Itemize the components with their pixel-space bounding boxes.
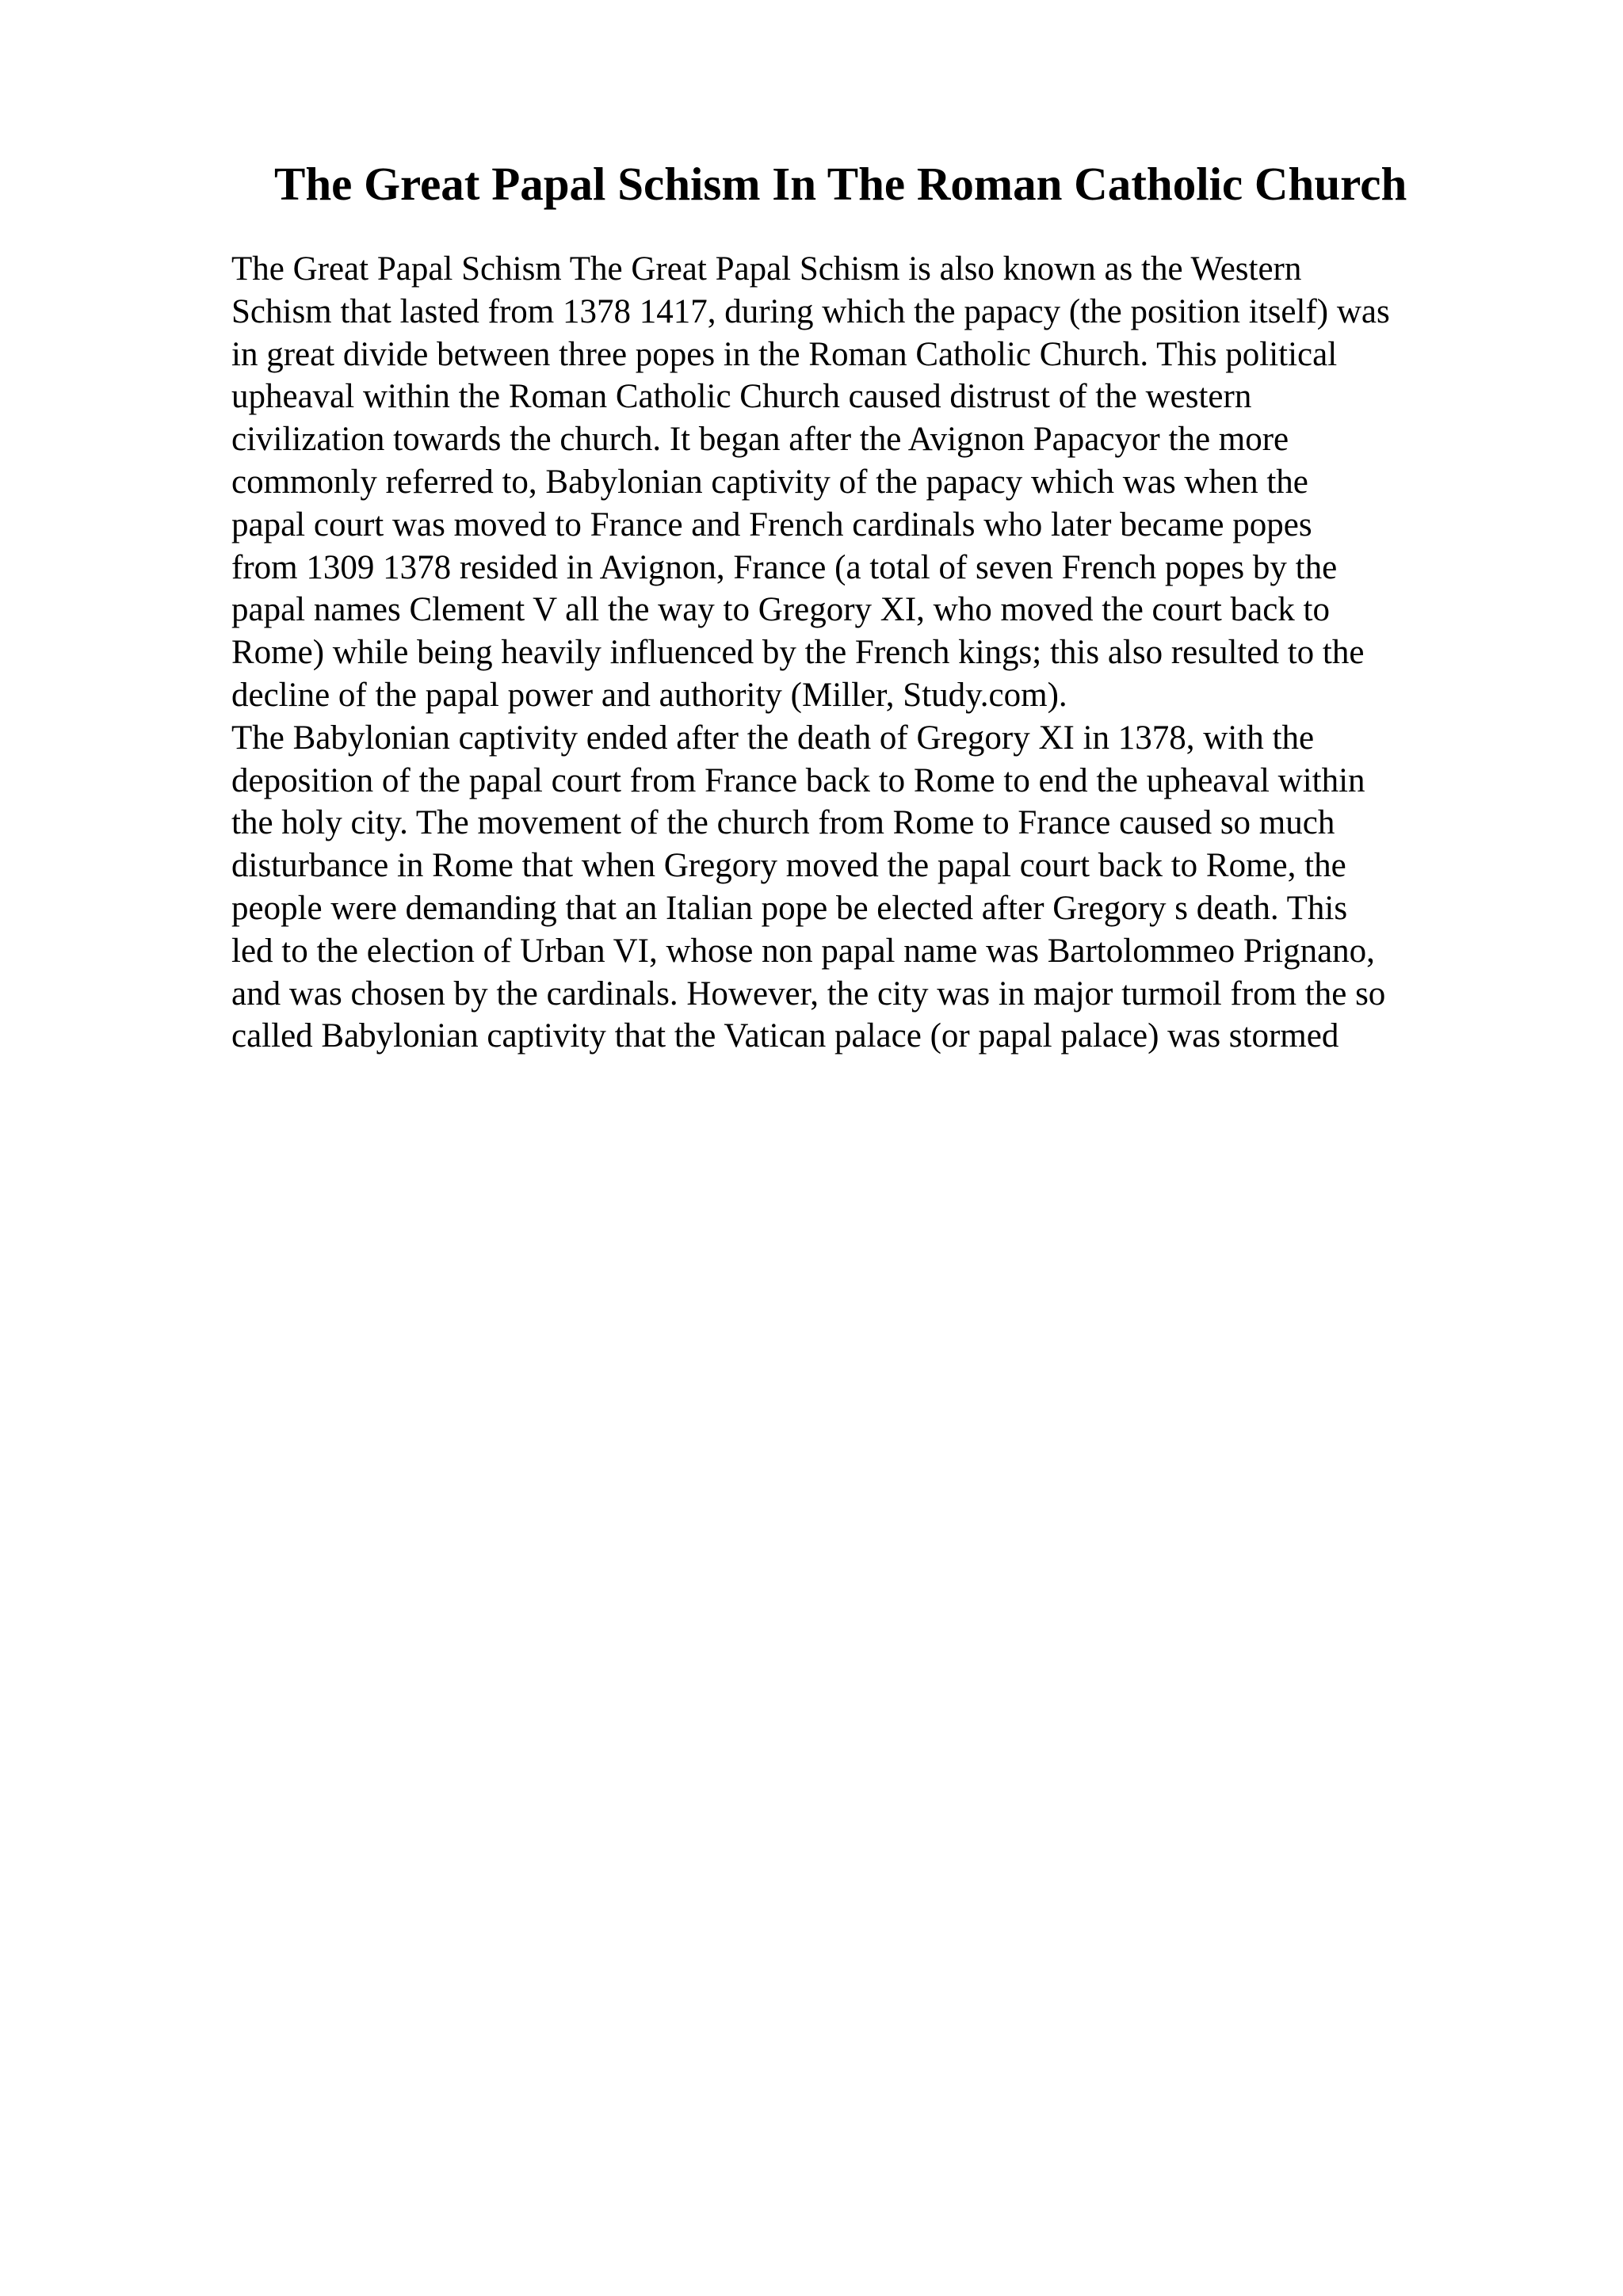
text-line: papal court was moved to France and French cardinals who later became popes — [231, 505, 1312, 543]
text-line: in great divide between three popes in the Roman Catholic Church. This political — [231, 335, 1338, 373]
text-line: from 1309 1378 resided in Avignon, France (a total of seven French popes by the — [231, 548, 1338, 586]
text-line: upheaval within the Roman Catholic Church caused distrust of the western — [231, 378, 1252, 416]
paragraph-1 — [231, 248, 1499, 717]
text-line: The Great Papal Schism The Great Papal Schism is also known as the Western — [231, 250, 1302, 288]
text-line: Rome) while being heavily influenced by the French kings; this also resulted to the — [231, 634, 1365, 672]
document-title: The Great Papal Schism In The Roman Catholic Church — [274, 158, 1407, 210]
text-line: The Babylonian captivity ended after the death of Gregory XI in 1378, with the — [231, 719, 1315, 757]
text-line: commonly referred to, Babylonian captivity of the papacy which was when the — [231, 463, 1308, 501]
text-line: called Babylonian captivity that the Vatican palace (or papal palace) was stormed — [231, 1017, 1339, 1055]
text-line: and was chosen by the cardinals. However, the city was in major turmoil from the so — [231, 974, 1386, 1013]
text-line: disturbance in Rome that when Gregory moved the papal court back to Rome, the — [231, 847, 1346, 885]
paragraph-2 — [231, 717, 1499, 1058]
text-line: the holy city. The movement of the church from Rome to France caused so much — [231, 804, 1335, 842]
text-line: people were demanding that an Italian pope be elected after Gregory s death. This — [231, 889, 1348, 927]
text-line: papal names Clement V all the way to Gregory XI, who moved the court back to — [231, 591, 1330, 629]
document-body — [231, 248, 1499, 1058]
text-line: deposition of the papal court from France back to Rome to end the upheaval within — [231, 761, 1365, 799]
text-line: decline of the papal power and authority (Miller, Study.com). — [231, 676, 1067, 714]
text-line: led to the election of Urban VI, whose non papal name was Bartolommeo Prignano, — [231, 932, 1375, 970]
text-line: Schism that lasted from 1378 1417, during which the papacy (the position itself) was — [231, 292, 1390, 330]
text-line: civilization towards the church. It began after the Avignon Papacyor the more — [231, 421, 1289, 459]
